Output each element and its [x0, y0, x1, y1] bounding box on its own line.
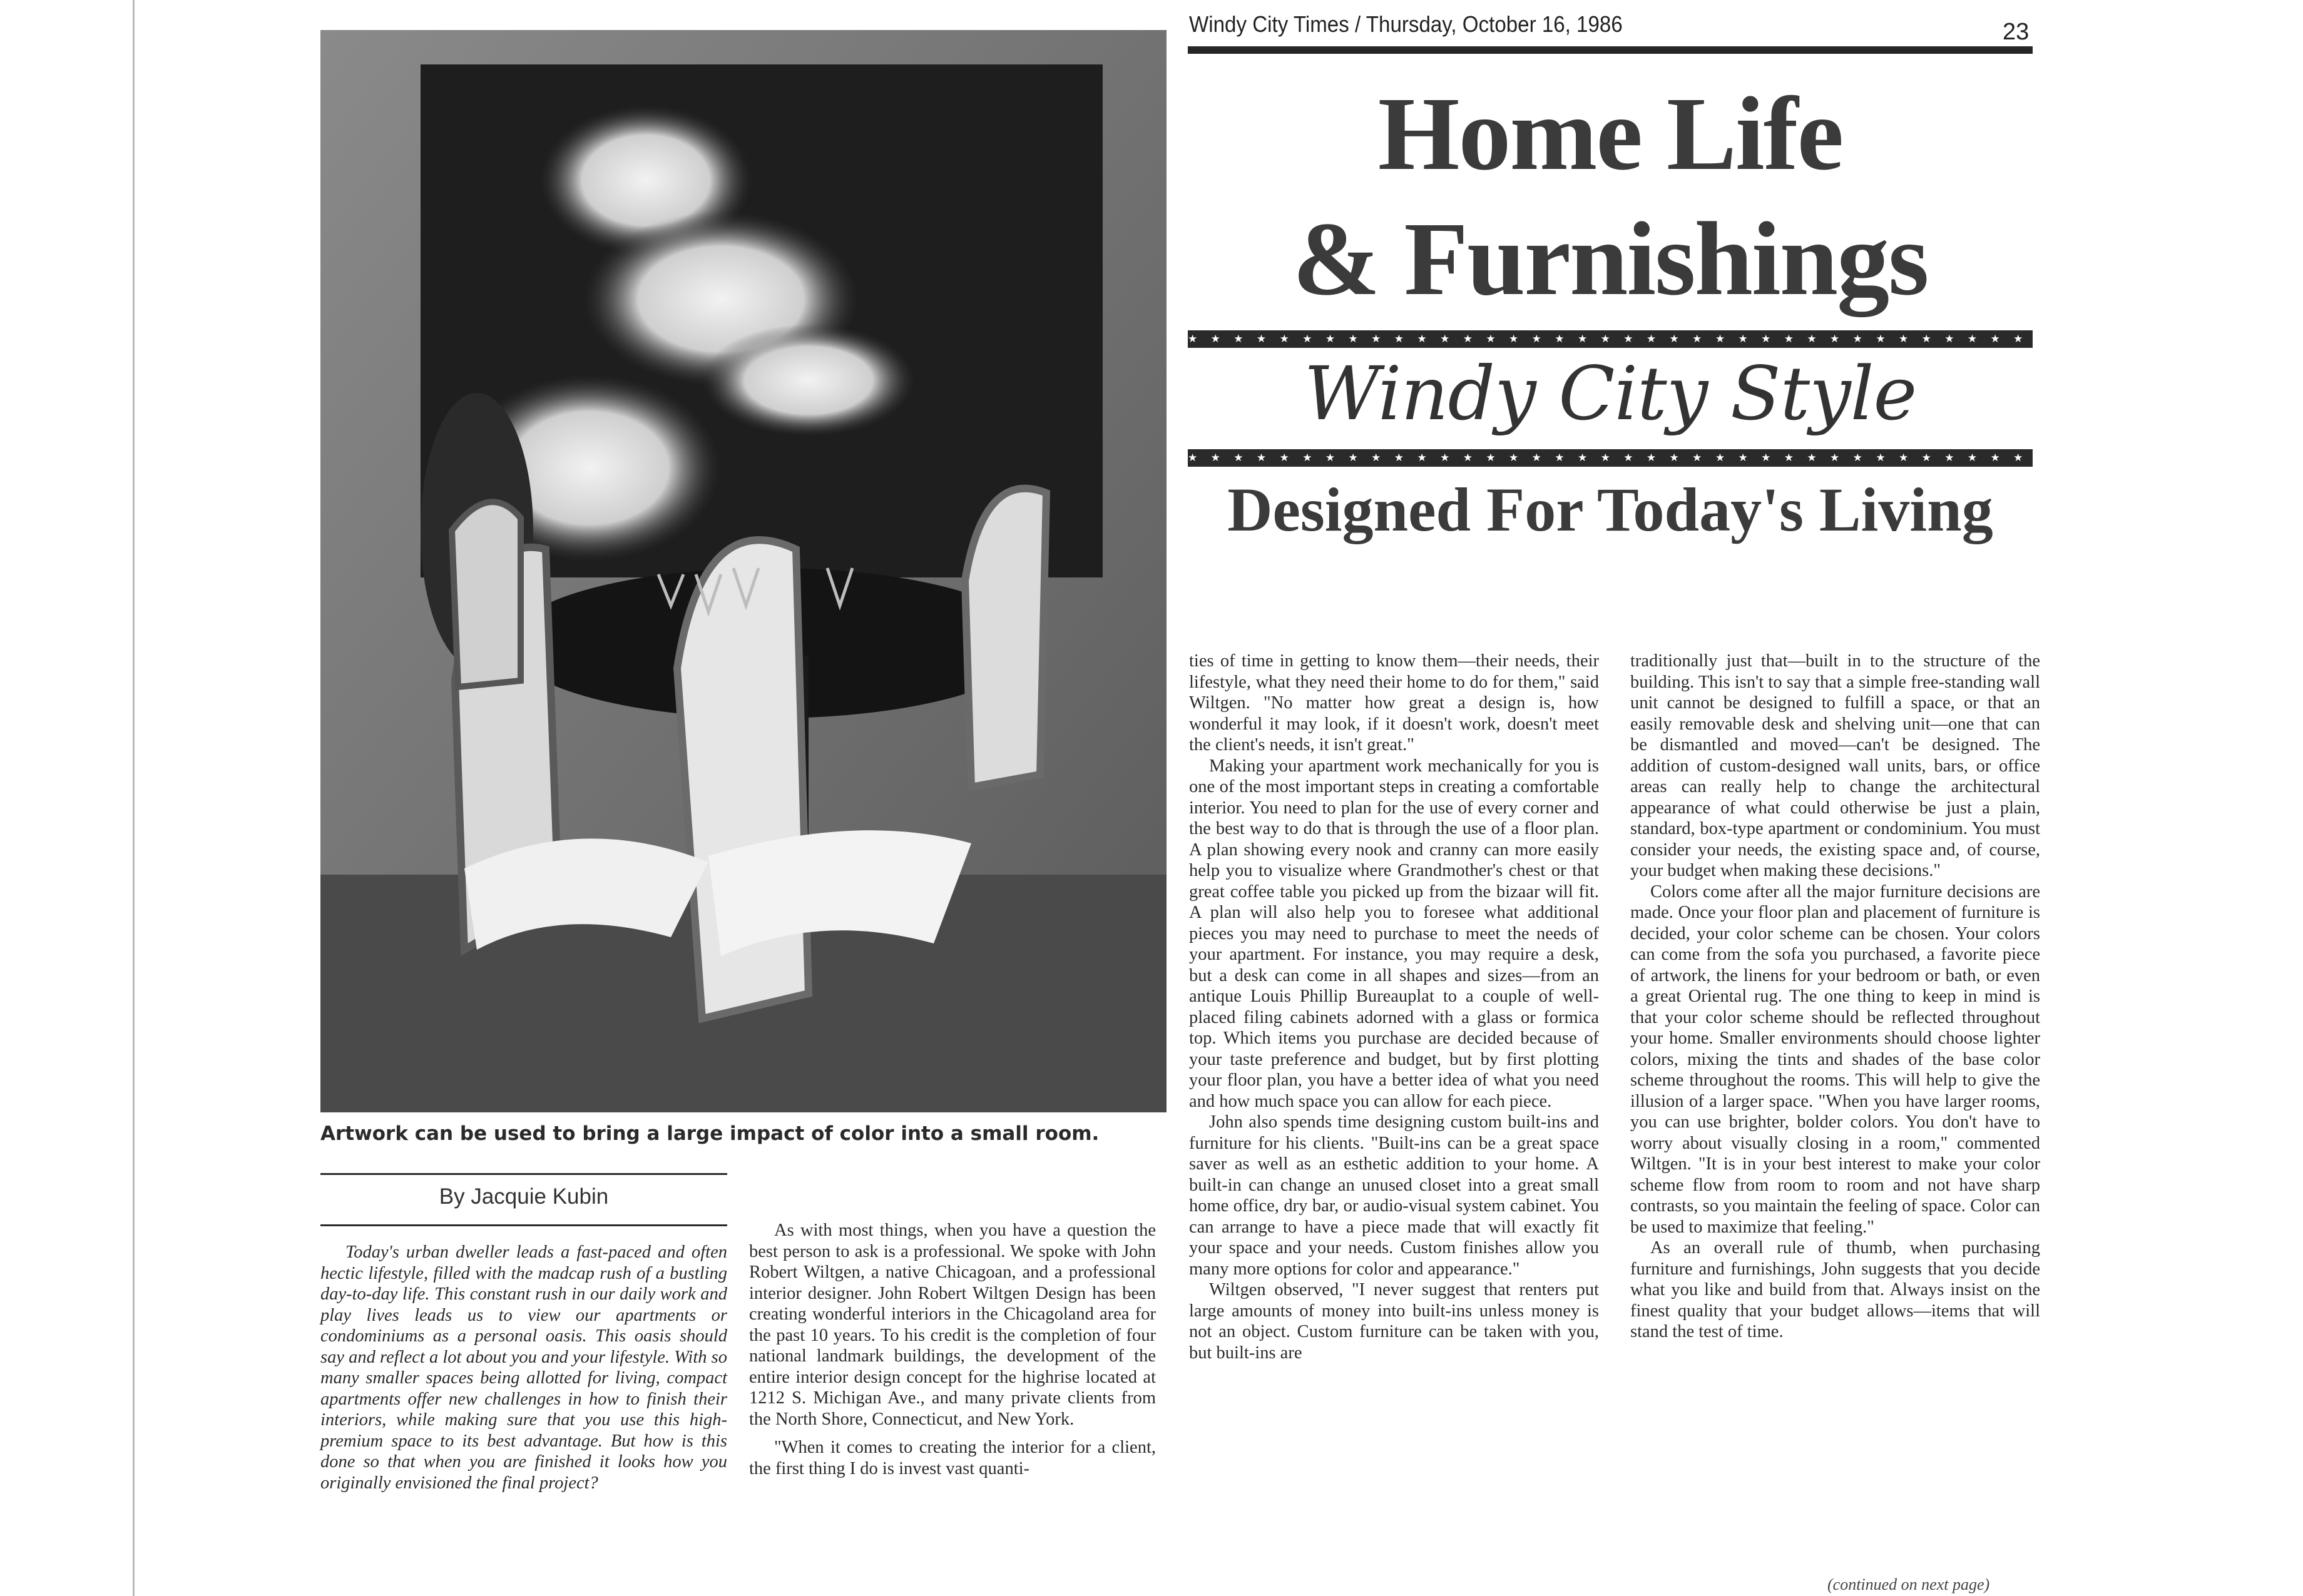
article-column-2	[1189, 651, 1599, 1363]
photo-caption: Artwork can be used to bring a large impact of color into a small room.	[320, 1122, 1100, 1145]
page-number: 23	[2003, 19, 2030, 45]
paragraph: As with most things, when you have a question the best person to ask is a professional. We spoke with John Robert Wiltgen, a native Chicagoan, and a professional interior designer. John Robert Wiltgen Design has been creating wonderful interiors in the Chicagoland area for the past 10 years. To his credit is the completion of four national landmark buildings, the development of the entire interior design concept for the highrise located at 1212 S. Michigan Ave., and many private clients from the North Shore, Connecticut, and New York.	[749, 1221, 1156, 1429]
article-headline: Designed For Today's Living	[1227, 475, 1993, 544]
continued-note: (continued on next page)	[1827, 1575, 1990, 1593]
paragraph: "When it comes to creating the interior for a client, the first thing I do is invest vast quanti-	[749, 1438, 1156, 1478]
article-intro	[320, 1242, 727, 1493]
intro-paragraph: Today's urban dweller leads a fast-paced and often hectic lifestyle, filled with the madcap rush of a bustling day-to-day life. This constant rush in our daily work and play lives leads us to view our apartments or condominiums as a personal oasis. This oasis should say and reflect a lot about you and your lifestyle. With so many smaller spaces being allotted for living, compact apartments offer new challenges in how to finish their interiors, while making sure that you use this high-premium space to its best advantage. But how is this done so that when you are finished it looks how you originally envisioned the final project?	[320, 1243, 727, 1493]
star-border-top: ★ ★ ★ ★ ★ ★ ★ ★ ★ ★ ★ ★ ★ ★ ★ ★ ★ ★ ★ ★ ★ ★ ★ ★ ★ ★ ★ ★ ★ ★ ★ ★ ★ ★ ★ ★ ★ ★ ★ ★ ★ ★ ★ ★ ★ ★ ★ ★ ★	[1188, 330, 2033, 348]
page-margin-rule	[133, 0, 135, 1596]
byline: By Jacquie Kubin	[439, 1184, 609, 1209]
masthead: Windy City Times / Thursday, October 16, 1986	[1189, 11, 1623, 37]
masthead-rule	[1188, 46, 2033, 54]
byline-bottom-rule	[320, 1224, 727, 1226]
section-title-line2: & Furnishings	[1292, 201, 1928, 317]
paragraph: ties of time in getting to know them—their needs, their lifestyle, what they need their home to do for them," said Wiltgen. "No matter how great a design is, how wonderful it may look, if it doesn't work, doesn't meet the client's needs, it isn't great."	[1189, 651, 1599, 755]
paragraph: Colors come after all the major furniture decisions are made. Once your floor plan and placement of furniture is decided, your color scheme can be chosen. Your colors can come from the sofa you purchased, a favorite piece of artwork, the linens for your bedroom or bath, or even a great Oriental rug. The one thing to keep in mind is that your color scheme should be reflected throughout your home. Smaller environments should choose lighter colors, mixing the tints and shades of the base color scheme throughout the rooms. This will help to give the illusion of a larger space. "When you have larger rooms, you can use brighter, bolder colors. You don't have to worry about visually closing in a room," commented Wiltgen. "It is in your best interest to make your color scheme flow from room to room and not have sharp contrasts, so you maintain the feeling of space. Color can be used to maximize that feeling."	[1630, 882, 2040, 1237]
script-title: Windy City Style	[1304, 350, 1917, 437]
paragraph: As an overall rule of thumb, when purchasing furniture and furnishings, John suggests that you decide what you like and build from that. Always insist on the finest quality that your budget allows—items that will stand the test of time.	[1630, 1238, 2040, 1341]
byline-top-rule	[320, 1173, 727, 1175]
section-title-line1: Home Life	[1377, 76, 1843, 192]
article-column-3	[1630, 651, 2040, 1343]
paragraph: Making your apartment work mechanically for you is one of the most important steps in creating a comfortable interior. You need to plan for the use of every corner and the best way to do that is through the use of a floor plan. A plan showing every nook and cranny can more easily help you to visualize where Grandmother's chest or that great coffee table you picked up from the bizaar will fit. A plan will also help you to foresee what additional pieces you may need to purchase to meet the needs of your apartment. For instance, you may require a desk, but a desk can come in all shapes and sizes—from an antique Louis Phillip Bureauplat to a couple of well-placed filing cabinets adorned with a glass or formica top. Which items you purchase are decided because of your taste preference and budget, but by first plotting your floor plan, you have a better idea of what you need and how much space you can allow for each piece.	[1189, 756, 1599, 1111]
star-border-bottom: ★ ★ ★ ★ ★ ★ ★ ★ ★ ★ ★ ★ ★ ★ ★ ★ ★ ★ ★ ★ ★ ★ ★ ★ ★ ★ ★ ★ ★ ★ ★ ★ ★ ★ ★ ★ ★ ★ ★ ★ ★ ★ ★ ★ ★ ★ ★ ★ ★	[1188, 449, 2033, 467]
paragraph: Wiltgen observed, "I never suggest that renters put large amounts of money into built-ins unless money is not an object. Custom furniture can be taken with you, but built-ins are	[1189, 1280, 1599, 1363]
dining-room-photo	[320, 30, 1167, 1112]
paragraph: traditionally just that—built in to the structure of the building. This isn't to say that a simple free-standing wall unit cannot be designed to fulfill a space, or that an easily removable desk and shelving unit—one that can be dismantled and moved—can't be designed. The addition of custom-designed wall units, bars, or office areas can really help to change the architectural appearance of what could otherwise be just a plain, standard, box-type apartment or condominium. You must consider your needs, the existing space and, of course, your budget when making these decisions."	[1630, 651, 2040, 880]
article-column-1	[749, 1220, 1156, 1479]
paragraph: John also spends time designing custom built-ins and furniture for his clients. "Built-ins can be a great space saver as well as an esthetic addition to your home. A built-in can change an unused closet into a great small home office, dry bar, or audio-visual system cabinet. You can arrange to have a piece made that will exactly fit your space and your needs. Custom finishes allow you many more options for color and appearance."	[1189, 1112, 1599, 1279]
